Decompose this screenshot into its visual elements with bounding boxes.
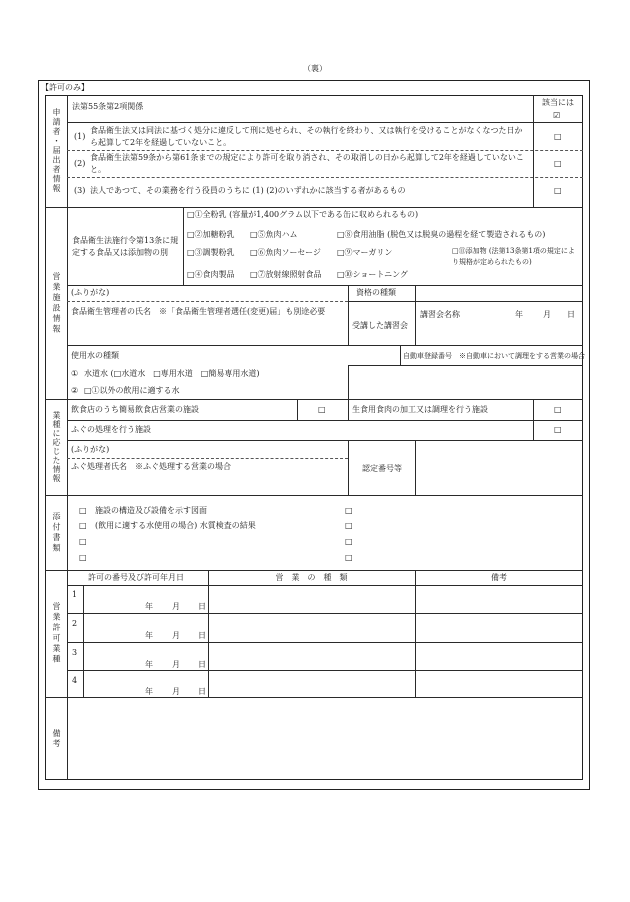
- date-day-label: 日: [567, 310, 575, 319]
- water-option-text: 水道水 (□水道水 □専用水道 □簡易専用水道): [84, 369, 260, 378]
- checkbox-icon: □: [554, 132, 562, 141]
- food-option: □①全粉乳 (容量が1,400グラム以下である缶に収められるもの): [187, 210, 419, 219]
- checkbox-icon: □: [554, 425, 562, 434]
- applicant-item-text: 食品衛生法又は同法に基づく処分に違反して刑に処せられ、その執行を終わり、又は執行を受けることがなくなつた日から起算して2年を経過していないこと。: [90, 126, 523, 147]
- permit-number-date-header: 許可の番号及び許可年月日: [88, 573, 184, 582]
- furigana-label: (ふりがな): [71, 445, 110, 454]
- permit-row-number: 1: [72, 590, 78, 599]
- applicant-item-number: (2): [74, 159, 86, 168]
- furigana-label: (ふりがな): [71, 288, 110, 297]
- page-side-label: （裏）: [303, 64, 327, 73]
- remarks-header: 備考: [491, 573, 507, 582]
- course-name-label: 講習会名称: [420, 310, 460, 319]
- check-column-header: 該当には: [542, 98, 574, 107]
- checkbox-icon: □: [79, 506, 87, 515]
- simple-restaurant-label: 飲食店のうち簡易飲食店営業の施設: [71, 405, 199, 414]
- facility-section-label: 営業施設情報: [52, 271, 61, 335]
- checkbox-icon: □: [79, 521, 87, 530]
- permits-section-label: 営業許可業種: [52, 602, 61, 665]
- applicant-item-number: (3): [74, 186, 86, 195]
- food-option: □⑧食用油脂 (脱色又は脱臭の過程を経て製造されるもの): [337, 230, 546, 239]
- attachment-label: (飲用に適する水使用の場合) 水質検査の結果: [95, 521, 256, 530]
- applicant-section-label: 申請者・届出者情報: [52, 108, 61, 194]
- food-option: □⑥魚肉ソーセージ: [250, 248, 321, 257]
- permit-row-number: 3: [72, 648, 78, 657]
- raw-meat-label: 生食用食肉の加工又は調理を行う施設: [352, 405, 488, 414]
- attachments-section-label-cell: [45, 495, 67, 570]
- permits-section-label-cell: [45, 570, 67, 697]
- food-option: □②加糖粉乳: [187, 230, 235, 239]
- date-year-label: 年: [145, 660, 153, 669]
- business-kind-header: 営 業 の 種 類: [275, 573, 348, 582]
- date-year-label: 年: [145, 602, 153, 611]
- checkbox-icon: □: [79, 553, 87, 562]
- attachment-label: 施設の構造及び設備を示す図面: [95, 506, 207, 515]
- water-option-number: ①: [71, 369, 79, 378]
- water-option-number: ②: [71, 386, 79, 395]
- permit-row-number: 2: [72, 619, 78, 628]
- date-month-label: 月: [543, 310, 551, 319]
- date-month-label: 月: [172, 660, 180, 669]
- date-day-label: 日: [198, 602, 206, 611]
- attachments-section-label: 添付書類: [52, 511, 61, 554]
- water-option-text: □①以外の飲用に適する水: [84, 386, 180, 395]
- checkbox-icon: □: [554, 159, 562, 168]
- food-option: □⑪添加物 (法第13条第1項の規定により規格が定められたもの): [452, 247, 575, 266]
- remarks-section-label: 備考: [52, 728, 61, 749]
- business-type-section-label: 業種に応じた情報: [52, 411, 61, 483]
- frame-title: 【許可のみ】: [41, 83, 89, 92]
- date-month-label: 月: [172, 687, 180, 696]
- course-label: 受講した講習会: [352, 321, 408, 330]
- food-option: □⑤魚肉ハム: [250, 230, 298, 239]
- food-option: □④食肉製品: [187, 270, 235, 279]
- food-type-label: 食品衛生法施行令第13条に規定する食品又は添加物の別: [72, 236, 179, 257]
- checkbox-icon: □: [318, 405, 326, 414]
- certification-label: 認定番号等: [362, 464, 402, 473]
- applicant-item-text: 法人であつて、その業務を行う役員のうちに (1) (2)のいずれかに該当する者があるもの: [90, 186, 406, 195]
- date-year-label: 年: [145, 687, 153, 696]
- business-type-section-label-cell: [45, 399, 67, 495]
- food-option: □③調製粉乳: [187, 248, 235, 257]
- checkbox-icon: □: [345, 506, 353, 515]
- applicant-header: 法第55条第2項関係: [72, 102, 144, 111]
- fugu-facility-label: ふぐの処理を行う施設: [71, 425, 151, 434]
- food-option: □⑩ショートニング: [337, 270, 408, 279]
- checkbox-icon: □: [79, 537, 87, 546]
- remarks-section-label-cell: [45, 697, 67, 780]
- facility-section-label-cell: [45, 207, 67, 399]
- checkbox-icon: □: [554, 405, 562, 414]
- date-month-label: 月: [172, 631, 180, 640]
- applicant-item-text: 食品衛生法第59条から第61条までの規定により許可を取り消され、その取消しの日から起算して2年を経過していないこと。: [90, 153, 524, 174]
- checkbox-icon: □: [345, 553, 353, 562]
- date-day-label: 日: [198, 687, 206, 696]
- water-type-label: 使用水の種類: [71, 351, 119, 360]
- date-day-label: 日: [198, 660, 206, 669]
- check-mark-icon: ☑: [553, 111, 561, 120]
- date-year-label: 年: [515, 310, 523, 319]
- checkbox-icon: □: [345, 537, 353, 546]
- applicant-section-label-cell: [45, 95, 67, 207]
- applicant-item-number: (1): [74, 132, 86, 141]
- fugu-handler-label: ふぐ処理者氏名 ※ふぐ処理する営業の場合: [71, 462, 231, 471]
- date-day-label: 日: [198, 631, 206, 640]
- checkbox-icon: □: [345, 521, 353, 530]
- food-option: □⑨マーガリン: [337, 248, 393, 257]
- form-table: [45, 95, 583, 780]
- food-option: □⑦放射線照射食品: [250, 270, 322, 279]
- date-month-label: 月: [172, 602, 180, 611]
- permit-row-number: 4: [72, 676, 78, 685]
- manager-name-label: 食品衛生管理者の氏名 ※「食品衛生管理者選任(変更)届」も別途必要: [71, 307, 326, 316]
- qualification-label: 資格の種類: [356, 288, 396, 297]
- checkbox-icon: □: [554, 186, 562, 195]
- vehicle-registration-label: 自動車登録番号 ※自動車において調理をする営業の場合: [403, 352, 585, 360]
- date-year-label: 年: [145, 631, 153, 640]
